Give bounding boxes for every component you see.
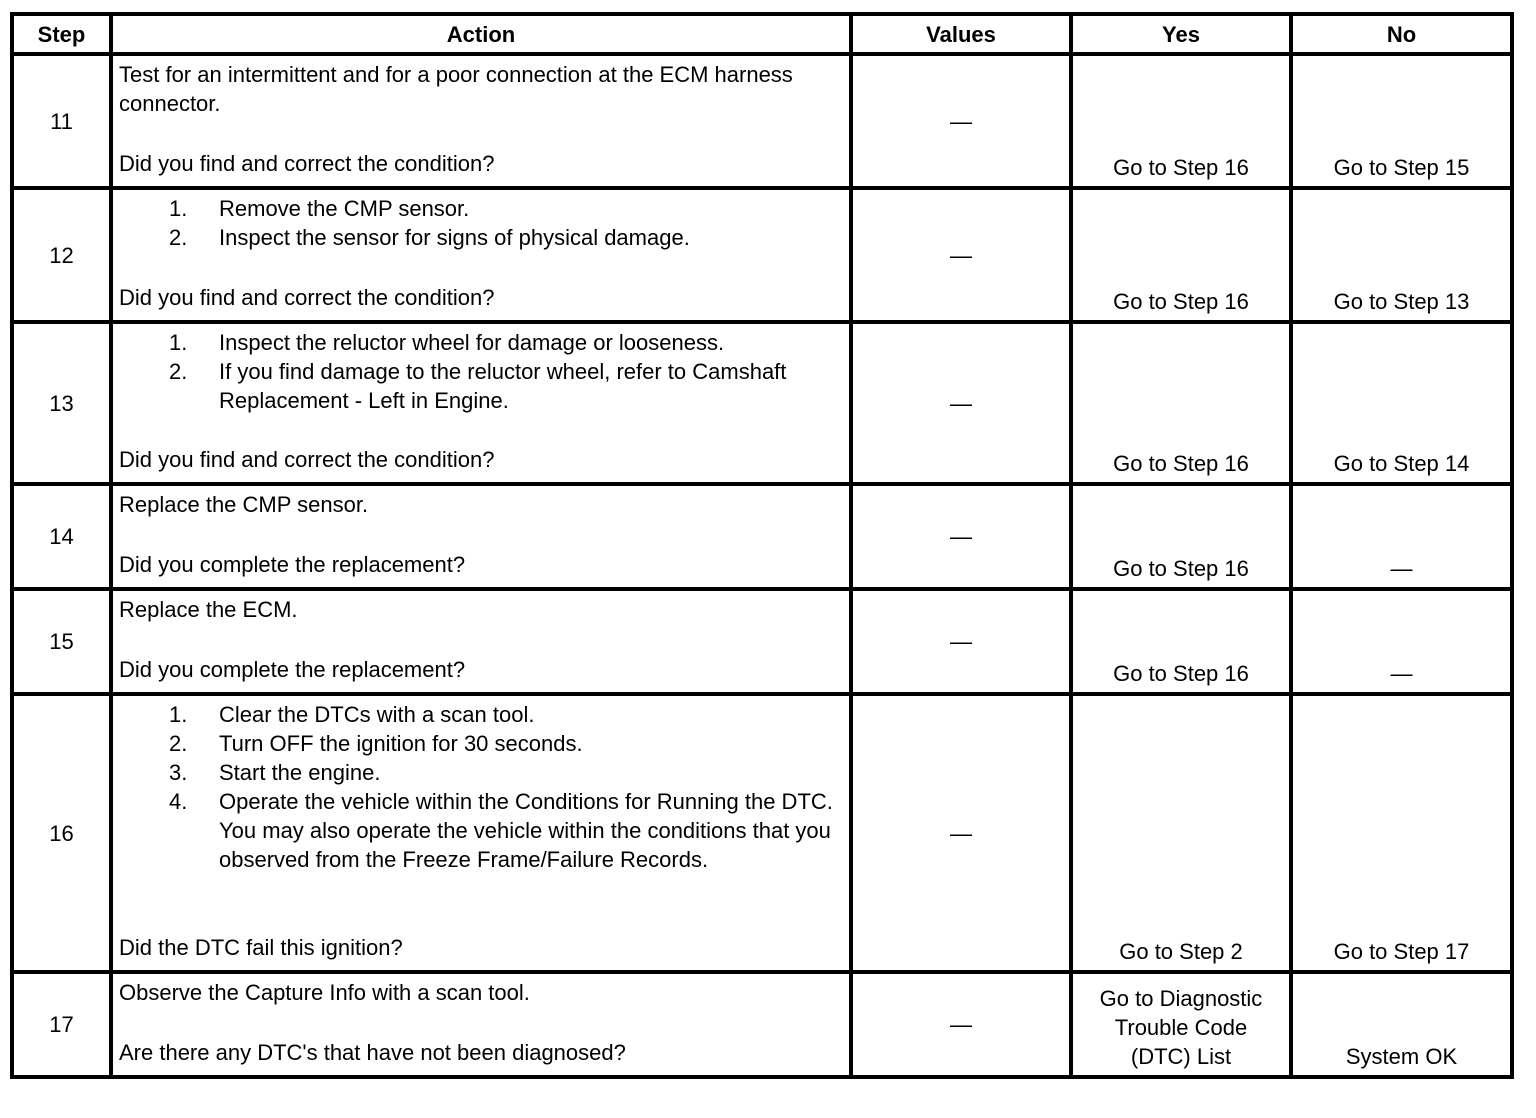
list-item (119, 787, 843, 874)
no-cell: Go to Step 17 (1291, 694, 1512, 972)
list-item-text: Remove the CMP sensor. (219, 196, 470, 221)
action-instructions (119, 978, 843, 1007)
step-number: 12 (12, 188, 111, 322)
step-number: 13 (12, 322, 111, 484)
value-cell: — (851, 54, 1071, 188)
table-row (12, 694, 1512, 972)
table-body (12, 54, 1512, 1077)
no-cell: Go to Step 13 (1291, 188, 1512, 322)
yes-cell: Go to Diagnostic Trouble Code (DTC) List (1071, 972, 1291, 1077)
table-row (12, 188, 1512, 322)
no-cell: Go to Step 14 (1291, 322, 1512, 484)
action-content (119, 595, 843, 684)
list-item-number: 1. (169, 196, 188, 221)
table-row (12, 484, 1512, 589)
value-cell: — (851, 589, 1071, 694)
table-row (12, 54, 1512, 188)
table-header-row (12, 14, 1512, 54)
list-item-text: Operate the vehicle within the Conditions for Running the DTC. You may also operate the vehicle within the conditions that you observed from the Freeze Frame/Failure Records. (219, 789, 833, 872)
action-instructions (119, 194, 843, 252)
action-cell (111, 694, 851, 972)
value-cell: — (851, 972, 1071, 1077)
action-step-list (119, 700, 843, 874)
yes-cell: Go to Step 2 (1071, 694, 1291, 972)
action-instructions (119, 328, 843, 415)
action-text: Replace the CMP sensor. (119, 492, 369, 517)
yes-cell: Go to Step 16 (1071, 322, 1291, 484)
list-item-number: 4. (169, 789, 188, 814)
action-content (119, 60, 843, 178)
action-question: Are there any DTC's that have not been diagnosed? (119, 1040, 626, 1065)
header-values: Values (851, 14, 1071, 54)
action-text: Replace the ECM. (119, 597, 298, 622)
yes-cell: Go to Step 16 (1071, 54, 1291, 188)
action-content (119, 328, 843, 474)
list-item (119, 357, 843, 415)
list-item-number: 2. (169, 359, 188, 384)
yes-cell: Go to Step 16 (1071, 484, 1291, 589)
step-number: 15 (12, 589, 111, 694)
action-instructions (119, 700, 843, 874)
list-item (119, 194, 843, 223)
header-no: No (1291, 14, 1512, 54)
step-number: 16 (12, 694, 111, 972)
action-question: Did you complete the replacement? (119, 657, 466, 682)
action-content (119, 490, 843, 579)
list-item (119, 328, 843, 357)
action-instructions (119, 60, 843, 118)
value-cell: — (851, 484, 1071, 589)
step-number: 14 (12, 484, 111, 589)
action-question: Did you find and correct the condition? (119, 285, 495, 310)
no-cell: System OK (1291, 972, 1512, 1077)
action-cell (111, 322, 851, 484)
list-item-number: 1. (169, 330, 188, 355)
action-cell (111, 484, 851, 589)
list-item (119, 758, 843, 787)
yes-cell: Go to Step 16 (1071, 589, 1291, 694)
list-item-number: 2. (169, 225, 188, 250)
value-cell: — (851, 188, 1071, 322)
list-item-text: Inspect the reluctor wheel for damage or looseness. (219, 330, 725, 355)
action-text: Test for an intermittent and for a poor connection at the ECM harness connector. (119, 62, 793, 116)
action-instructions (119, 595, 843, 624)
list-item-number: 1. (169, 702, 188, 727)
action-cell (111, 972, 851, 1077)
list-item-text: Inspect the sensor for signs of physical damage. (219, 225, 690, 250)
value-cell: — (851, 322, 1071, 484)
list-item (119, 700, 843, 729)
list-item (119, 729, 843, 758)
action-question: Did you find and correct the condition? (119, 447, 495, 472)
table-row (12, 972, 1512, 1077)
action-step-list (119, 194, 843, 252)
list-item-number: 2. (169, 731, 188, 756)
list-item-text: Clear the DTCs with a scan tool. (219, 702, 535, 727)
list-item-text: Start the engine. (219, 760, 381, 785)
diagnostic-steps-table (10, 12, 1514, 1079)
table-row (12, 322, 1512, 484)
list-item (119, 223, 843, 252)
yes-cell: Go to Step 16 (1071, 188, 1291, 322)
no-cell: Go to Step 15 (1291, 54, 1512, 188)
value-cell: — (851, 694, 1071, 972)
list-item-number: 3. (169, 760, 188, 785)
action-cell (111, 589, 851, 694)
list-item-text: If you find damage to the reluctor wheel, refer to Camshaft Replacement - Left in Engine. (219, 359, 787, 413)
list-item-text: Turn OFF the ignition for 30 seconds. (219, 731, 583, 756)
action-content (119, 700, 843, 962)
action-question: Did the DTC fail this ignition? (119, 935, 403, 960)
action-text: Observe the Capture Info with a scan tool. (119, 980, 530, 1005)
step-number: 11 (12, 54, 111, 188)
step-number: 17 (12, 972, 111, 1077)
no-cell: — (1291, 484, 1512, 589)
action-content (119, 978, 843, 1067)
action-cell (111, 54, 851, 188)
action-step-list (119, 328, 843, 415)
action-cell (111, 188, 851, 322)
table-row (12, 589, 1512, 694)
action-question: Did you complete the replacement? (119, 552, 466, 577)
diagnostic-table-page (10, 12, 1514, 1079)
no-cell: — (1291, 589, 1512, 694)
action-instructions (119, 490, 843, 519)
header-action: Action (111, 14, 851, 54)
action-content (119, 194, 843, 312)
header-step: Step (12, 14, 111, 54)
header-yes: Yes (1071, 14, 1291, 54)
action-question: Did you find and correct the condition? (119, 151, 495, 176)
